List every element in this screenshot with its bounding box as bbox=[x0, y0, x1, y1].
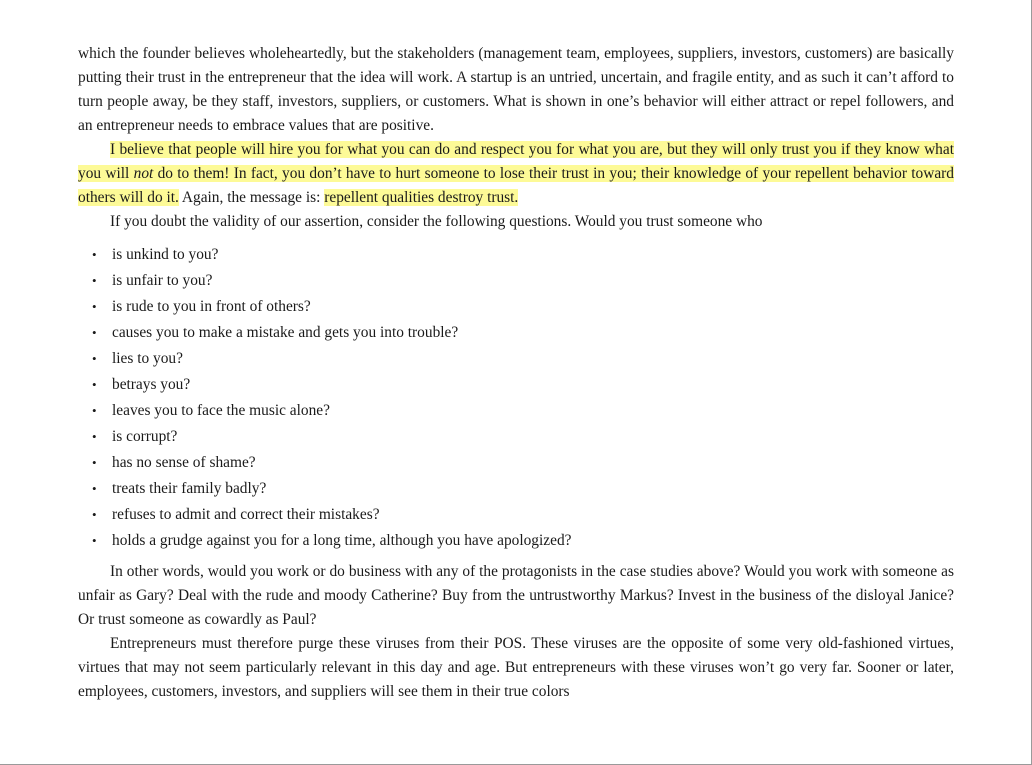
bullet-icon: • bbox=[92, 533, 97, 548]
highlight-repellent-qualities[interactable]: repellent qualities destroy trust. bbox=[324, 189, 519, 206]
emphasis-not: not bbox=[133, 165, 154, 182]
plain-text-message: Again, the message is: bbox=[178, 189, 325, 206]
list-item: • is corrupt? bbox=[78, 424, 954, 450]
list-item: • is rude to you in front of others? bbox=[78, 294, 954, 320]
bullet-list-questions bbox=[78, 242, 954, 554]
bullet-icon: • bbox=[92, 247, 97, 262]
list-item: • treats their family badly? bbox=[78, 476, 954, 502]
list-item: • leaves you to face the music alone? bbox=[78, 398, 954, 424]
bullet-icon: • bbox=[92, 377, 97, 392]
paragraph-questions-intro: If you doubt the validity of our assertion, consider the following questions. Would you trust someone who bbox=[110, 213, 763, 230]
list-item: • causes you to make a mistake and gets you into trouble? bbox=[78, 320, 954, 346]
list-item: • is unkind to you? bbox=[78, 242, 954, 268]
highlight-trust-statement[interactable]: I believe that people will hire you for what you can do and respect you for what you are, but they will only trust you if they know what you will not do to them! In fact, you don’t have to hurt someone to lose their trust in you; their knowledge of your repellent behavior toward others will do it. bbox=[78, 141, 954, 206]
bullet-icon: • bbox=[92, 273, 97, 288]
list-item: • betrays you? bbox=[78, 372, 954, 398]
document-page bbox=[78, 42, 954, 704]
bullet-icon: • bbox=[92, 299, 97, 314]
bullet-icon: • bbox=[92, 507, 97, 522]
bullet-icon: • bbox=[92, 325, 97, 340]
list-item: • refuses to admit and correct their mistakes? bbox=[78, 502, 954, 528]
list-item: • holds a grudge against you for a long time, although you have apologized? bbox=[78, 528, 954, 554]
list-item: • is unfair to you? bbox=[78, 268, 954, 294]
paragraph-viruses: Entrepreneurs must therefore purge these viruses from their POS. These viruses are the opposite of some very old-fashioned virtues, virtues that may not seem particularly relevant in this day and age. But entrepreneurs with these viruses won’t go very far. Sooner or later, employees, customers, investors, and suppliers will see them in their true colors bbox=[78, 635, 954, 700]
paragraph-continuation: which the founder believes wholeheartedly, but the stakeholders (management team, employees, suppliers, investors, customers) are basically putting their trust in the entrepreneur that the idea will work. A startup is an untried, uncertain, and fragile entity, and as such it can’t afford to turn people away, be they staff, investors, suppliers, or customers. What is shown in one’s behavior will either attract or repel followers, and an entrepreneur needs to embrace values that are positive. bbox=[78, 45, 954, 134]
list-item: • has no sense of shame? bbox=[78, 450, 954, 476]
bullet-icon: • bbox=[92, 403, 97, 418]
list-item: • lies to you? bbox=[78, 346, 954, 372]
paragraph-protagonists: In other words, would you work or do business with any of the protagonists in the case studies above? Would you work with someone as unfair as Gary? Deal with the rude and moody Catherine? Buy from the untrustworthy Markus? Invest in the business of the disloyal Janice? Or trust someone as cowardly as Paul? bbox=[78, 563, 954, 628]
bullet-icon: • bbox=[92, 455, 97, 470]
bullet-icon: • bbox=[92, 429, 97, 444]
bullet-icon: • bbox=[92, 351, 97, 366]
bullet-icon: • bbox=[92, 481, 97, 496]
paragraph-trust-highlighted bbox=[78, 138, 954, 210]
